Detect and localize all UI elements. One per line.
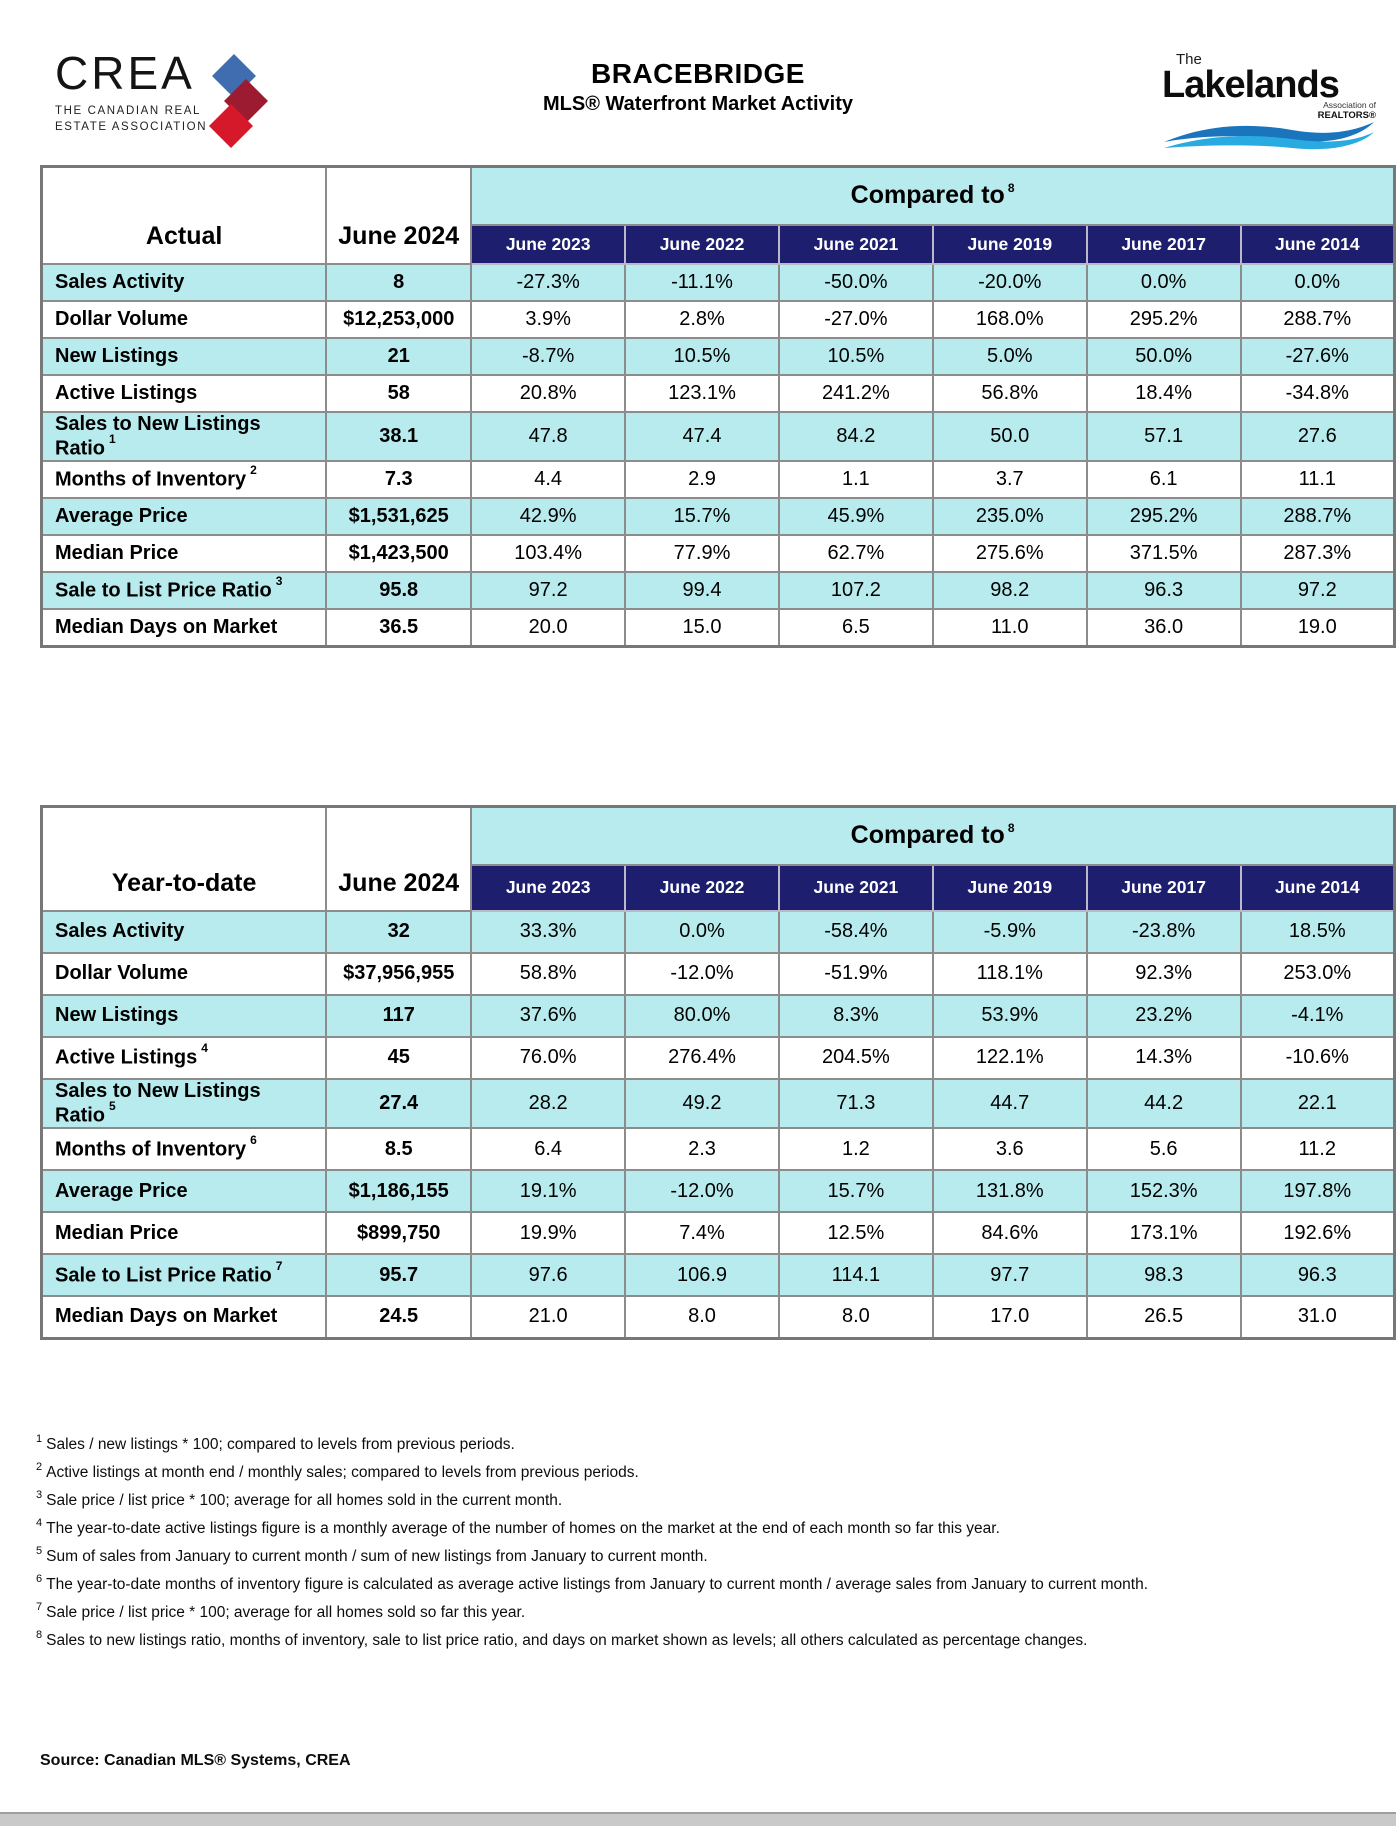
comparison-value-cell: -12.0% xyxy=(625,953,779,995)
table-row xyxy=(42,1170,1395,1212)
crea-association-text: THE CANADIAN REAL ESTATE ASSOCIATION xyxy=(55,105,208,133)
comparison-value-cell: 192.6% xyxy=(1241,1212,1395,1254)
comparison-value-cell: 295.2% xyxy=(1087,498,1241,535)
comparison-value-cell: 50.0% xyxy=(1087,338,1241,375)
comparison-value-cell: 37.6% xyxy=(471,995,625,1037)
footnotes xyxy=(36,1434,1381,1658)
comparison-value-cell: 241.2% xyxy=(779,375,933,412)
comparison-value-cell: 6.4 xyxy=(471,1128,625,1170)
year-column-header: June 2019 xyxy=(933,225,1087,264)
table-row xyxy=(42,953,1395,995)
table-corner-label: Year-to-date xyxy=(42,807,327,911)
current-value-cell: $1,531,625 xyxy=(326,498,471,535)
comparison-value-cell: 27.6 xyxy=(1241,412,1395,462)
footnote-text: The year-to-date active listings figure is a monthly average of the number of homes on the market at the end of each month so far this year. xyxy=(46,1520,1000,1538)
table-row xyxy=(42,995,1395,1037)
footnote-line xyxy=(36,1490,1381,1510)
comparison-value-cell: 8.0 xyxy=(625,1296,779,1338)
row-label xyxy=(42,412,327,462)
compared-to-label: Compared to xyxy=(850,181,1005,210)
table-row xyxy=(42,535,1395,572)
row-footnote-ref: 1 xyxy=(109,431,116,446)
comparison-value-cell: 168.0% xyxy=(933,301,1087,338)
comparison-value-cell: -8.7% xyxy=(471,338,625,375)
row-label-text: Median Days on Market xyxy=(55,615,278,638)
current-period-header: June 2024 xyxy=(326,167,471,264)
comparison-value-cell: 20.0 xyxy=(471,609,625,646)
compared-to-footnote-ref: 8 xyxy=(1007,820,1015,835)
comparison-value-cell: 97.6 xyxy=(471,1254,625,1296)
comparison-value-cell: 118.1% xyxy=(933,953,1087,995)
comparison-value-cell: 98.3 xyxy=(1087,1254,1241,1296)
comparison-value-cell: 288.7% xyxy=(1241,498,1395,535)
current-value-cell: $1,186,155 xyxy=(326,1170,471,1212)
comparison-value-cell: 1.2 xyxy=(779,1128,933,1170)
row-footnote-ref: 7 xyxy=(275,1258,283,1273)
comparison-value-cell: 97.2 xyxy=(471,572,625,609)
comparison-value-cell: 15.7% xyxy=(779,1170,933,1212)
footnote-line xyxy=(36,1462,1381,1482)
footnote-text: The year-to-date months of inventory figure is calculated as average active listings from January to current month / average sales from January to current month. xyxy=(46,1576,1149,1594)
lakelands-wordmark: Lakelands xyxy=(1162,64,1339,106)
comparison-value-cell: 1.1 xyxy=(779,461,933,498)
footnote-line xyxy=(36,1434,1381,1454)
footnote-line xyxy=(36,1630,1381,1650)
row-label xyxy=(42,375,327,412)
comparison-value-cell: 77.9% xyxy=(625,535,779,572)
year-column-header: June 2022 xyxy=(625,865,779,911)
comparison-value-cell: -23.8% xyxy=(1087,911,1241,953)
comparison-value-cell: 3.6 xyxy=(933,1128,1087,1170)
current-value-cell: 8 xyxy=(326,264,471,301)
row-label xyxy=(42,1170,327,1212)
comparison-value-cell: 8.3% xyxy=(779,995,933,1037)
comparison-value-cell: 0.0% xyxy=(1241,264,1395,301)
comparison-value-cell: 20.8% xyxy=(471,375,625,412)
footnote-text: Sales / new listings * 100; compared to levels from previous periods. xyxy=(46,1436,515,1454)
table-row xyxy=(42,1254,1395,1296)
current-value-cell: 58 xyxy=(326,375,471,412)
footnote-text: Sum of sales from January to current month / sum of new listings from January to current month. xyxy=(46,1548,708,1566)
row-label xyxy=(42,264,327,301)
year-column-header: June 2021 xyxy=(779,865,933,911)
row-label xyxy=(42,609,327,646)
table-row xyxy=(42,911,1395,953)
current-period-header: June 2024 xyxy=(326,807,471,911)
year-column-header: June 2017 xyxy=(1087,225,1241,264)
row-label-text: Average Price xyxy=(55,1179,188,1202)
comparison-value-cell: -20.0% xyxy=(933,264,1087,301)
row-label-text: Sales Activity xyxy=(55,270,185,293)
row-footnote-ref: 2 xyxy=(250,463,257,478)
comparison-value-cell: 18.4% xyxy=(1087,375,1241,412)
comparison-value-cell: 84.6% xyxy=(933,1212,1087,1254)
comparison-value-cell: 10.5% xyxy=(625,338,779,375)
footnote-line xyxy=(36,1602,1381,1622)
comparison-value-cell: 8.0 xyxy=(779,1296,933,1338)
row-footnote-ref: 5 xyxy=(109,1098,116,1113)
crea-wordmark: CREA xyxy=(55,47,195,99)
comparison-value-cell: 10.5% xyxy=(779,338,933,375)
table-row xyxy=(42,1079,1395,1129)
table-row xyxy=(42,338,1395,375)
table-header-row xyxy=(42,167,1395,225)
row-label-text: Sale to List Price Ratio xyxy=(55,1264,272,1287)
footnote-text: Active listings at month end / monthly sales; compared to levels from previous periods. xyxy=(46,1464,639,1482)
comparison-value-cell: 7.4% xyxy=(625,1212,779,1254)
comparison-value-cell: 44.7 xyxy=(933,1079,1087,1129)
comparison-value-cell: 0.0% xyxy=(625,911,779,953)
comparison-value-cell: 26.5 xyxy=(1087,1296,1241,1338)
row-footnote-ref: 4 xyxy=(201,1041,208,1056)
comparison-value-cell: 22.1 xyxy=(1241,1079,1395,1129)
year-column-header: June 2019 xyxy=(933,865,1087,911)
comparison-value-cell: 58.8% xyxy=(471,953,625,995)
comparison-value-cell: 96.3 xyxy=(1087,572,1241,609)
comparison-value-cell: 6.1 xyxy=(1087,461,1241,498)
comparison-value-cell: 76.0% xyxy=(471,1037,625,1079)
lakelands-association-text: Association of REALTORS® xyxy=(1317,100,1376,121)
comparison-value-cell: 33.3% xyxy=(471,911,625,953)
current-value-cell: 95.8 xyxy=(326,572,471,609)
table-row xyxy=(42,498,1395,535)
comparison-value-cell: -58.4% xyxy=(779,911,933,953)
comparison-value-cell: 28.2 xyxy=(471,1079,625,1129)
comparison-value-cell: 49.2 xyxy=(625,1079,779,1129)
comparison-value-cell: 107.2 xyxy=(779,572,933,609)
comparison-value-cell: 123.1% xyxy=(625,375,779,412)
bottom-scroll-bar[interactable] xyxy=(0,1812,1396,1826)
footnote-number: 3 xyxy=(36,1489,43,1502)
footnote-text: Sales to new listings ratio, months of inventory, sale to list price ratio, and days on market shown as levels; all others calculated as percentage changes. xyxy=(46,1632,1088,1650)
row-label xyxy=(42,1037,327,1079)
comparison-value-cell: 276.4% xyxy=(625,1037,779,1079)
comparison-value-cell: -11.1% xyxy=(625,264,779,301)
comparison-value-cell: -27.0% xyxy=(779,301,933,338)
year-column-header: June 2022 xyxy=(625,225,779,264)
comparison-value-cell: -27.6% xyxy=(1241,338,1395,375)
year-column-header: June 2014 xyxy=(1241,865,1395,911)
row-label xyxy=(42,1296,327,1338)
comparison-value-cell: 36.0 xyxy=(1087,609,1241,646)
footnote-number: 5 xyxy=(36,1545,43,1558)
comparison-value-cell: 71.3 xyxy=(779,1079,933,1129)
comparison-value-cell: -34.8% xyxy=(1241,375,1395,412)
comparison-value-cell: 295.2% xyxy=(1087,301,1241,338)
row-label-text: Active Listings xyxy=(55,1046,198,1069)
current-value-cell: $37,956,955 xyxy=(326,953,471,995)
current-value-cell: $1,423,500 xyxy=(326,535,471,572)
comparison-value-cell: 18.5% xyxy=(1241,911,1395,953)
comparison-value-cell: 31.0 xyxy=(1241,1296,1395,1338)
year-column-header: June 2014 xyxy=(1241,225,1395,264)
row-label xyxy=(42,301,327,338)
row-label-text: Active Listings xyxy=(55,381,198,404)
current-value-cell: 38.1 xyxy=(326,412,471,462)
comparison-value-cell: 253.0% xyxy=(1241,953,1395,995)
row-footnote-ref: 3 xyxy=(275,574,283,589)
comparison-value-cell: 96.3 xyxy=(1241,1254,1395,1296)
table-row xyxy=(42,572,1395,609)
row-label-text: Median Price xyxy=(55,542,179,565)
comparison-value-cell: -50.0% xyxy=(779,264,933,301)
comparison-value-cell: 2.9 xyxy=(625,461,779,498)
comparison-value-cell: 173.1% xyxy=(1087,1212,1241,1254)
footnote-number: 1 xyxy=(36,1433,43,1445)
comparison-value-cell: 131.8% xyxy=(933,1170,1087,1212)
comparison-value-cell: 44.2 xyxy=(1087,1079,1241,1129)
current-value-cell: 117 xyxy=(326,995,471,1037)
row-label xyxy=(42,461,327,498)
lakelands-logo xyxy=(1162,52,1390,154)
footnote-line xyxy=(36,1546,1381,1566)
comparison-value-cell: 19.0 xyxy=(1241,609,1395,646)
comparison-value-cell: 57.1 xyxy=(1087,412,1241,462)
comparison-value-cell: 371.5% xyxy=(1087,535,1241,572)
comparison-value-cell: 92.3% xyxy=(1087,953,1241,995)
comparison-value-cell: 19.9% xyxy=(471,1212,625,1254)
comparison-value-cell: 3.9% xyxy=(471,301,625,338)
comparison-value-cell: 122.1% xyxy=(933,1037,1087,1079)
comparison-value-cell: 3.7 xyxy=(933,461,1087,498)
table-row xyxy=(42,1037,1395,1079)
table-row xyxy=(42,375,1395,412)
row-label xyxy=(42,1254,327,1296)
table-row xyxy=(42,1128,1395,1170)
comparison-value-cell: 11.0 xyxy=(933,609,1087,646)
footnote-line xyxy=(36,1518,1381,1538)
comparison-value-cell: 53.9% xyxy=(933,995,1087,1037)
comparison-value-cell: 11.1 xyxy=(1241,461,1395,498)
row-label-text: New Listings xyxy=(55,1004,179,1026)
comparison-value-cell: 0.0% xyxy=(1087,264,1241,301)
table-row xyxy=(42,609,1395,646)
lakelands-wave-icon xyxy=(1162,118,1376,154)
row-label-text: Sales Activity xyxy=(55,920,185,942)
comparison-value-cell: 152.3% xyxy=(1087,1170,1241,1212)
row-label xyxy=(42,1128,327,1170)
comparison-value-cell: 106.9 xyxy=(625,1254,779,1296)
comparison-value-cell: 47.8 xyxy=(471,412,625,462)
comparison-value-cell: 197.8% xyxy=(1241,1170,1395,1212)
row-label-text: Sales to New Listings Ratio xyxy=(55,1079,261,1127)
comparison-value-cell: 97.7 xyxy=(933,1254,1087,1296)
comparison-value-cell: 84.2 xyxy=(779,412,933,462)
comparison-value-cell: 50.0 xyxy=(933,412,1087,462)
comparison-value-cell: 204.5% xyxy=(779,1037,933,1079)
year-column-header: June 2017 xyxy=(1087,865,1241,911)
row-label-text: Median Price xyxy=(55,1221,179,1244)
page-subtitle: MLS® Waterfront Market Activity xyxy=(543,93,853,115)
comparison-value-cell: 19.1% xyxy=(471,1170,625,1212)
comparison-value-cell: -4.1% xyxy=(1241,995,1395,1037)
comparison-value-cell: -12.0% xyxy=(625,1170,779,1212)
row-label xyxy=(42,535,327,572)
current-value-cell: $12,253,000 xyxy=(326,301,471,338)
row-label xyxy=(42,953,327,995)
current-value-cell: 45 xyxy=(326,1037,471,1079)
current-value-cell: 27.4 xyxy=(326,1079,471,1129)
row-label-text: New Listings xyxy=(55,344,179,367)
comparison-value-cell: -51.9% xyxy=(779,953,933,995)
compared-to-header xyxy=(471,167,1394,225)
comparison-value-cell: 21.0 xyxy=(471,1296,625,1338)
table-row xyxy=(42,461,1395,498)
comparison-value-cell: -27.3% xyxy=(471,264,625,301)
source-line: Source: Canadian MLS® Systems, CREA xyxy=(40,1752,351,1769)
table-row xyxy=(42,264,1395,301)
comparison-value-cell: 114.1 xyxy=(779,1254,933,1296)
actual-market-table xyxy=(40,165,1396,648)
comparison-value-cell: 97.2 xyxy=(1241,572,1395,609)
row-label xyxy=(42,572,327,609)
comparison-value-cell: 80.0% xyxy=(625,995,779,1037)
current-value-cell: 8.5 xyxy=(326,1128,471,1170)
comparison-value-cell: 45.9% xyxy=(779,498,933,535)
row-label-text: Sale to List Price Ratio xyxy=(55,579,272,602)
footnote-line xyxy=(36,1574,1381,1594)
comparison-value-cell: 2.8% xyxy=(625,301,779,338)
row-label-text: Dollar Volume xyxy=(55,307,188,330)
current-value-cell: $899,750 xyxy=(326,1212,471,1254)
row-label-text: Months of Inventory xyxy=(55,1138,247,1161)
comparison-value-cell: 56.8% xyxy=(933,375,1087,412)
table-row xyxy=(42,1212,1395,1254)
row-label-text: Median Days on Market xyxy=(55,1305,278,1328)
row-label xyxy=(42,1212,327,1254)
footnote-number: 8 xyxy=(36,1629,43,1642)
row-label xyxy=(42,911,327,953)
ytd-market-table xyxy=(40,805,1396,1340)
lakelands-the: The xyxy=(1176,51,1202,68)
footnote-text: Sale price / list price * 100; average for all homes sold so far this year. xyxy=(46,1604,526,1622)
compared-to-header xyxy=(471,807,1394,865)
row-label xyxy=(42,995,327,1037)
current-value-cell: 24.5 xyxy=(326,1296,471,1338)
year-column-header: June 2021 xyxy=(779,225,933,264)
comparison-value-cell: 2.3 xyxy=(625,1128,779,1170)
row-label xyxy=(42,498,327,535)
row-label-text: Sales to New Listings Ratio xyxy=(55,412,261,460)
compared-to-label: Compared to xyxy=(850,821,1005,850)
table-header-row xyxy=(42,807,1395,865)
comparison-value-cell: 15.7% xyxy=(625,498,779,535)
year-column-header: June 2023 xyxy=(471,865,625,911)
compared-to-footnote-ref: 8 xyxy=(1007,180,1015,195)
current-value-cell: 95.7 xyxy=(326,1254,471,1296)
comparison-value-cell: 23.2% xyxy=(1087,995,1241,1037)
footnote-number: 7 xyxy=(36,1601,43,1614)
comparison-value-cell: 5.6 xyxy=(1087,1128,1241,1170)
comparison-value-cell: 47.4 xyxy=(625,412,779,462)
comparison-value-cell: -5.9% xyxy=(933,911,1087,953)
comparison-value-cell: 288.7% xyxy=(1241,301,1395,338)
page-title: BRACEBRIDGE xyxy=(591,58,805,89)
row-label xyxy=(42,1079,327,1129)
comparison-value-cell: 15.0 xyxy=(625,609,779,646)
comparison-value-cell: 62.7% xyxy=(779,535,933,572)
current-value-cell: 21 xyxy=(326,338,471,375)
comparison-value-cell: 235.0% xyxy=(933,498,1087,535)
table-row xyxy=(42,412,1395,462)
row-label-text: Months of Inventory xyxy=(55,468,247,491)
footnote-text: Sale price / list price * 100; average for all homes sold in the current month. xyxy=(46,1492,563,1510)
comparison-value-cell: 12.5% xyxy=(779,1212,933,1254)
comparison-value-cell: -10.6% xyxy=(1241,1037,1395,1079)
comparison-value-cell: 5.0% xyxy=(933,338,1087,375)
comparison-value-cell: 4.4 xyxy=(471,461,625,498)
comparison-value-cell: 6.5 xyxy=(779,609,933,646)
row-label-text: Average Price xyxy=(55,505,188,528)
comparison-value-cell: 287.3% xyxy=(1241,535,1395,572)
comparison-value-cell: 11.2 xyxy=(1241,1128,1395,1170)
footnote-number: 4 xyxy=(36,1517,43,1530)
table-row xyxy=(42,301,1395,338)
current-value-cell: 32 xyxy=(326,911,471,953)
comparison-value-cell: 17.0 xyxy=(933,1296,1087,1338)
footnote-number: 2 xyxy=(36,1461,43,1474)
year-column-header: June 2023 xyxy=(471,225,625,264)
current-value-cell: 36.5 xyxy=(326,609,471,646)
table-row xyxy=(42,1296,1395,1338)
comparison-value-cell: 275.6% xyxy=(933,535,1087,572)
comparison-value-cell: 99.4 xyxy=(625,572,779,609)
comparison-value-cell: 103.4% xyxy=(471,535,625,572)
comparison-value-cell: 98.2 xyxy=(933,572,1087,609)
comparison-value-cell: 14.3% xyxy=(1087,1037,1241,1079)
row-footnote-ref: 6 xyxy=(250,1132,257,1147)
row-label xyxy=(42,338,327,375)
footnote-number: 6 xyxy=(36,1573,43,1586)
row-label-text: Dollar Volume xyxy=(55,962,188,984)
current-value-cell: 7.3 xyxy=(326,461,471,498)
table-corner-label: Actual xyxy=(42,167,327,264)
comparison-value-cell: 42.9% xyxy=(471,498,625,535)
